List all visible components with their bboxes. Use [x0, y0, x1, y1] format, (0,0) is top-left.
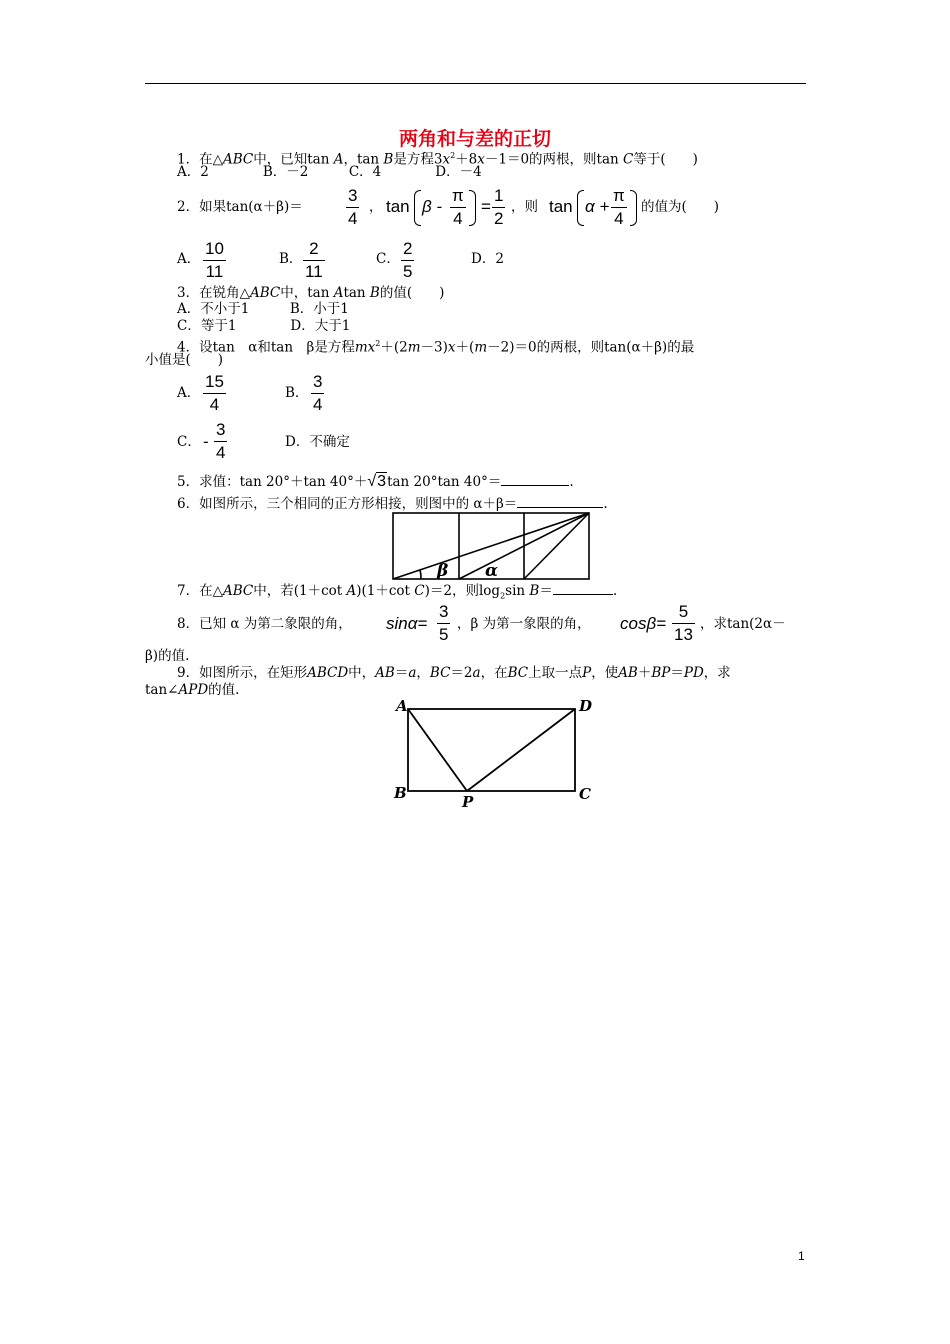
superscript: 2 [375, 339, 381, 348]
question-3 [177, 285, 444, 302]
var-b: B [383, 151, 394, 168]
numerator: 2 [309, 239, 319, 258]
text: 7．在△ [177, 583, 223, 599]
text: 的值为( ) [641, 199, 720, 215]
fraction-3-4 [346, 186, 359, 229]
numerator: 10 [205, 239, 224, 258]
question-2-lead: 2．如果tan(α＋β)＝ [177, 199, 303, 215]
text: ，求 [703, 665, 731, 681]
left-paren [414, 190, 421, 226]
fraction-3-5 [437, 602, 450, 645]
answer-blank [553, 594, 613, 595]
question-8-line-2: β)的值. [145, 648, 190, 664]
fraction-bar [492, 207, 505, 208]
right-paren [469, 190, 476, 226]
question-9-line-2 [145, 682, 239, 699]
fraction-bar [672, 623, 695, 624]
fraction-pi-4 [611, 186, 627, 229]
denominator: 4 [209, 395, 220, 414]
fraction-bar [401, 260, 414, 261]
fraction-bar [214, 441, 227, 442]
text: ，tan [343, 151, 384, 168]
rectangle [408, 709, 575, 791]
text: 是方程3 [393, 151, 443, 168]
option-a-fraction [203, 372, 226, 415]
text: －3) [420, 339, 448, 356]
question-3-options-1: A．不小于1 B．小于1 [177, 301, 349, 317]
var-abc: ABC [222, 583, 254, 599]
question-7 [177, 583, 617, 605]
numerator: 3 [439, 602, 449, 621]
var-mx: mx [354, 339, 376, 356]
label-p: P [462, 793, 474, 809]
fraction-bar [311, 393, 324, 394]
option-a-fraction [203, 239, 226, 282]
fraction-bar [203, 260, 226, 261]
var-abcd: ABCD [307, 665, 349, 681]
text: 9．如图所示，在矩形 [177, 665, 308, 681]
denominator: 4 [216, 443, 226, 462]
option-c-fraction [214, 420, 227, 463]
var-x: x [442, 151, 451, 168]
page-number: 1 [798, 1249, 805, 1263]
page-title: 两角和与差的正切 [398, 128, 551, 150]
var-bp: BP [651, 665, 671, 681]
text: )(1＋cot [356, 583, 415, 599]
var-abc: ABC [249, 285, 281, 301]
beta-minus: β - [422, 197, 443, 216]
denominator: 4 [313, 395, 323, 414]
right-paren [630, 190, 637, 226]
var-bc: BC [507, 665, 529, 681]
answer-blank [517, 507, 603, 508]
text: ，在 [480, 665, 508, 681]
text: 上取一点 [528, 665, 583, 681]
sqrt-symbol: √3 [367, 473, 387, 490]
subscript: 2 [500, 591, 506, 601]
fraction-bar [203, 393, 226, 394]
option-b-label: B． [285, 385, 309, 401]
numerator: 2 [403, 239, 413, 258]
question-3-options-2: C．等于1 D．大于1 [177, 318, 351, 334]
label-a: A [396, 697, 408, 715]
text: 的值. [208, 682, 240, 698]
sin-alpha: sinα= [386, 614, 428, 633]
text: 中，若(1＋cot [253, 583, 347, 599]
fraction-5-13 [672, 602, 695, 645]
fraction-bar [450, 207, 466, 208]
alpha-label: α [485, 561, 499, 581]
separator: ， [369, 199, 383, 215]
var-a: A [346, 583, 357, 599]
var-ab: AB [375, 665, 395, 681]
var-ab: AB [618, 665, 638, 681]
denominator: 4 [348, 209, 358, 228]
option-b-fraction [303, 239, 325, 282]
minus-sign: - [203, 432, 209, 451]
beta-label: β [437, 561, 449, 581]
question-8-lead: 8．已知 α 为第二象限的角， [177, 616, 352, 632]
var-p: P [582, 665, 592, 681]
question-5 [177, 473, 574, 491]
diagonal-line [524, 513, 589, 579]
option-d: D．不确定 [285, 434, 350, 450]
fraction-pi-4 [450, 186, 466, 229]
text: ，β 为第一象限的角， [457, 616, 591, 632]
var-abc: ABC [222, 151, 254, 168]
var-a: a [472, 665, 481, 681]
var-c: C [623, 151, 634, 168]
option-d: D．2 [471, 251, 504, 267]
sqrt-radicand: 3 [377, 473, 387, 490]
question-1-options: A．2 B．－2 C．4 D．－4 [177, 164, 482, 180]
segment-ap [408, 709, 467, 791]
var-m: m [474, 339, 488, 356]
text: ＝ [394, 665, 409, 681]
cos-beta: cosβ= [620, 614, 667, 633]
text: ，使 [591, 665, 619, 681]
text: ，则 [511, 199, 538, 215]
text: . [612, 583, 618, 599]
question-9 [177, 665, 731, 682]
text: ＝2 [450, 665, 473, 681]
text: 的值( ) [379, 285, 445, 301]
denominator: 2 [494, 209, 504, 228]
text: . [603, 496, 608, 512]
text: 中，已知tan [253, 151, 334, 168]
text: sin [505, 583, 530, 599]
var-a: A [333, 151, 344, 168]
fraction-bar [437, 623, 450, 624]
var-x: x [477, 151, 485, 168]
denominator: 11 [205, 262, 224, 281]
text: 等于( ) [633, 151, 698, 168]
left-paren [577, 190, 584, 226]
text: 6．如图所示，三个相同的正方形相接，则图中的 α＋β＝ [177, 496, 518, 512]
label-b: B [394, 784, 407, 802]
text: 中，tan [280, 285, 334, 301]
text: 1．在△ [177, 151, 223, 168]
numerator: π [613, 186, 625, 205]
text: ＝ [539, 583, 553, 599]
angle-arc [420, 570, 421, 579]
option-b-label: B． [279, 251, 303, 267]
var-a: a [408, 665, 417, 681]
denominator: 5 [403, 262, 413, 281]
fraction-bar [303, 260, 325, 261]
text: ＋ [637, 665, 652, 681]
label-d: D [579, 697, 593, 715]
text: 5．求值：tan 20°＋tan 40°＋ [177, 474, 368, 490]
var-b: B [529, 583, 540, 599]
superscript: 2 [450, 151, 456, 160]
denominator: 4 [614, 209, 624, 228]
question-4 [177, 335, 694, 357]
numerator: 15 [205, 372, 224, 391]
text: ， [416, 665, 430, 681]
var-bc: BC [429, 665, 451, 681]
text: 4．设tan α和tan β是方程 [177, 339, 355, 356]
text: ＝ [670, 665, 684, 681]
option-a-label: A． [177, 385, 201, 401]
text: 中， [348, 665, 376, 681]
denominator: 11 [305, 262, 323, 281]
denominator: 4 [453, 209, 463, 228]
var-a: A [333, 285, 344, 301]
option-c-label: C． [376, 251, 400, 267]
var-apd: APD [178, 682, 209, 698]
answer-blank [501, 485, 569, 486]
segment-pd [467, 709, 575, 791]
var-x: x [447, 339, 456, 356]
text: ＋8 [455, 151, 478, 168]
option-c-fraction [401, 239, 414, 282]
rectangle-abcd-figure [390, 695, 598, 809]
fraction-bar [346, 207, 359, 208]
text: tan∠ [145, 682, 179, 698]
tan-label: tan [386, 197, 410, 216]
question-4-line-2: 小值是( ) [145, 352, 224, 368]
text: ＋( [455, 339, 475, 356]
text: tan [343, 285, 370, 301]
fraction-1-2 [492, 186, 505, 229]
numerator: 1 [494, 186, 504, 205]
var-pd: PD [683, 665, 704, 681]
header-rule [145, 83, 806, 84]
equals: = [481, 197, 491, 216]
denominator: 13 [674, 625, 693, 644]
text: tan 20°tan 40°＝ [387, 474, 502, 490]
text: －1＝0的两根，则tan [484, 151, 624, 168]
label-c: C [579, 785, 591, 803]
text: －2)＝0的两根，则tan(α＋β)的最 [487, 339, 695, 356]
text: )＝2，则log [424, 583, 501, 599]
numerator: 3 [216, 420, 226, 439]
tan-label: tan [549, 197, 573, 216]
denominator: 5 [439, 625, 449, 644]
option-b-fraction [311, 372, 324, 415]
var-c: C [414, 583, 425, 599]
var-m: m [407, 339, 421, 356]
text: ，求tan(2α－ [700, 616, 786, 632]
var-b: B [369, 285, 380, 301]
text: 3．在锐角△ [177, 285, 250, 301]
option-c-label: C． [177, 434, 201, 450]
numerator: 3 [313, 372, 323, 391]
text: . [569, 474, 574, 490]
three-squares-figure [390, 510, 592, 582]
numerator: π [452, 186, 464, 205]
alpha-plus: α + [585, 197, 610, 216]
numerator: 5 [678, 602, 689, 621]
text: ＋(2 [380, 339, 408, 356]
option-a-label: A． [177, 251, 201, 267]
numerator: 3 [348, 186, 358, 205]
fraction-bar [611, 207, 627, 208]
